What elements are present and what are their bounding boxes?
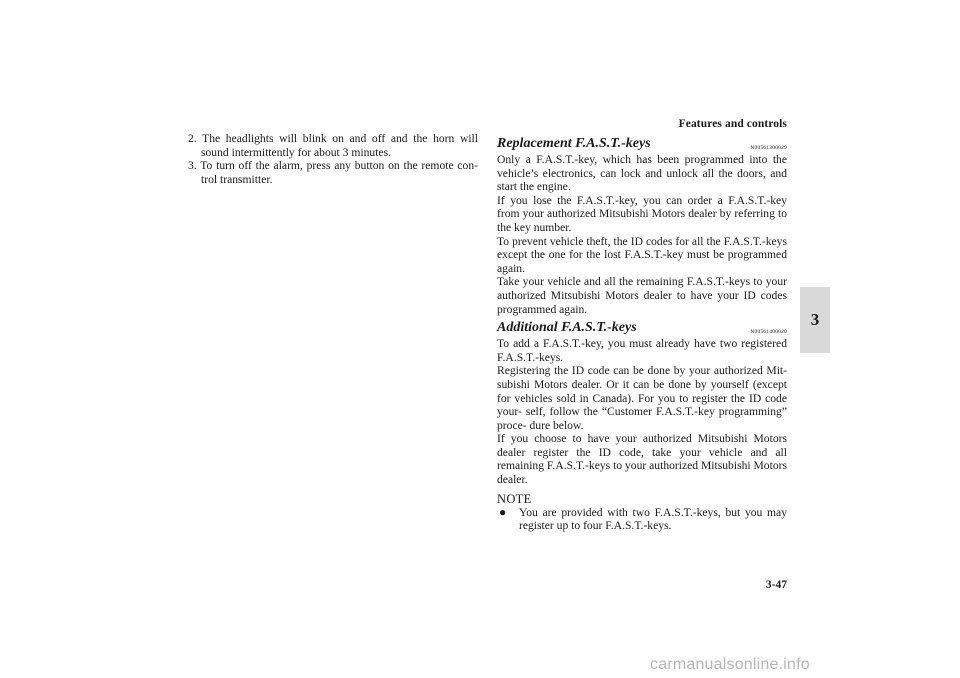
section-code: N00561300029	[750, 145, 787, 151]
section-header	[497, 320, 787, 336]
paragraph: Registering the ID code can be done by your authorized Mit- subishi Motors dealer. Or it can be done by yourself (except for vehicles sold in Canada). For you to register the ID code your- self, follow the “Customer F.A.S.T.-key programming” proce- dure below.	[497, 364, 787, 432]
section-title: Additional F.A.S.T.-keys	[497, 320, 637, 336]
paragraph: To add a F.A.S.T.-key, you must already have two registered F.A.S.T.-keys.	[497, 337, 787, 364]
list-item: 3. To turn off the alarm, press any button on the remote con- trol transmitter.	[188, 159, 478, 186]
chapter-tab-number: 3	[810, 310, 820, 329]
page-number: 3-47	[765, 579, 787, 591]
watermark: carmanualsonline.info	[650, 656, 810, 673]
section-title: Replacement F.A.S.T.-keys	[497, 136, 651, 151]
paragraph: If you choose to have your authorized Mitsubishi Motors dealer register the ID code, take your vehicle and all remaining F.A.S.T.-keys to your authorized Mitsubishi Motors dealer.	[497, 432, 787, 487]
note-item	[497, 506, 787, 533]
replacement-section	[497, 136, 787, 316]
section-code: N00561400020	[750, 329, 787, 336]
chapter-tab	[800, 287, 830, 353]
left-column	[188, 132, 478, 186]
additional-section	[497, 320, 787, 487]
note-block	[497, 492, 787, 533]
paragraph: To prevent vehicle theft, the ID codes for all the F.A.S.T.-keys except the one for the lost F.A.S.T.-key must be programmed again.	[497, 234, 787, 275]
paragraph: If you lose the F.A.S.T.-key, you can order a F.A.S.T.-key from your authorized Mitsubishi Motors dealer by referring to the key number.	[497, 193, 787, 234]
page-header-title: Features and controls	[678, 118, 787, 130]
section-header	[497, 136, 787, 152]
paragraph: Only a F.A.S.T.-key, which has been programmed into the vehicle’s electronics, can lock and unlock all the doors, and start the engine.	[497, 153, 787, 194]
note-label: NOTE	[497, 491, 532, 506]
bullet-icon: ●	[499, 504, 507, 519]
paragraph: Take your vehicle and all the remaining F.A.S.T.-keys to your authorized Mitsubishi Motors dealer to have your ID codes programmed again.	[497, 275, 787, 316]
note-text: You are provided with two F.A.S.T.-keys, but you may register up to four F.A.S.T.-keys.	[519, 505, 787, 533]
list-item: 2. The headlights will blink on and off and the horn will sound intermittently for about 3 minutes.	[188, 132, 478, 159]
right-column	[497, 136, 787, 533]
